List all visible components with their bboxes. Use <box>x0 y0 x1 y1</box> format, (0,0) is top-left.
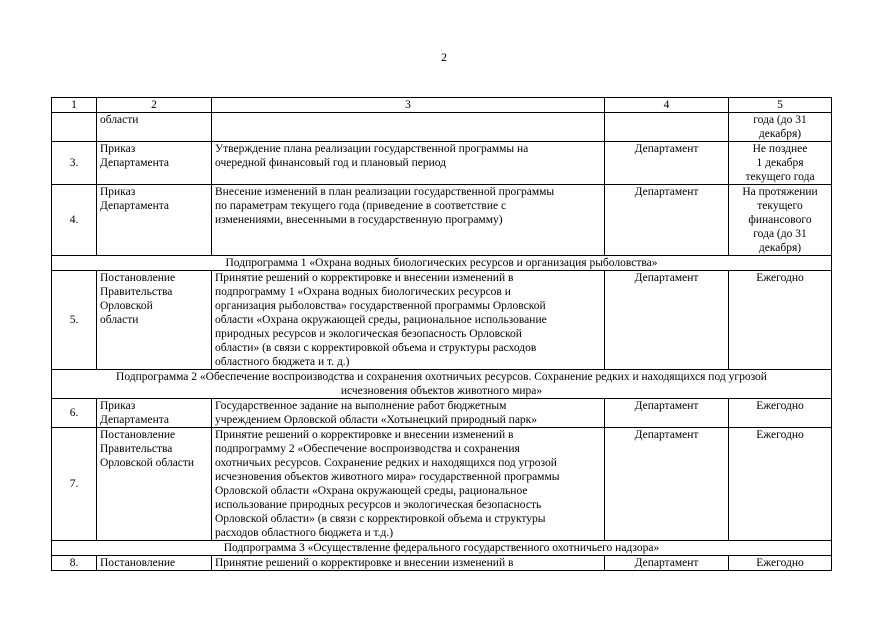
act-type-cell: Приказ Департамента <box>97 399 212 428</box>
subprogram-heading: Подпрограмма 3 «Осуществление федерального государственного охотничьего надзора» <box>52 541 832 556</box>
deadline-cell: Ежегодно <box>729 271 832 370</box>
act-type-cell: Постановление <box>97 556 212 571</box>
row-number-cell: 4. <box>52 185 97 256</box>
executor-cell: Департамент <box>605 271 729 370</box>
row-number-cell: 5. <box>52 271 97 370</box>
description-cell: Принятие решений о корректировке и внесении изменений в подпрограмму 2 «Обеспечение воспроизводства и сохранения охотничьих ресурсов. Сохранение редких и находящихся под угрозой исчезновения объектов животного мира» государственной программы Орловской области «Охрана окружающей среды, рациональное использование природных ресурсов и экологическая безопасность Орловской области» (в связи с корректировкой объема и структуры расходов областного бюджета и т.д.) <box>212 428 605 541</box>
row-number-cell: 3. <box>52 142 97 185</box>
header-cell: 4 <box>605 98 729 113</box>
page-number: 2 <box>441 50 447 64</box>
deadline-cell: Ежегодно <box>729 556 832 571</box>
header-cell: 5 <box>729 98 832 113</box>
description-cell <box>212 113 605 142</box>
act-type-cell: Постановление Правительства Орловской области <box>97 428 212 541</box>
table-row <box>52 271 832 370</box>
description-cell: Принятие решений о корректировке и внесении изменений в <box>212 556 605 571</box>
act-type-cell: Приказ Департамента <box>97 142 212 185</box>
table-row <box>52 556 832 571</box>
subprogram-heading-row <box>52 370 832 399</box>
description-cell: Внесение изменений в план реализации государственной программы по параметрам текущего года (приведение в соответствие с изменениями, внесенными в государственную программу) <box>212 185 605 256</box>
deadline-cell: На протяжении текущего финансового года (до 31 декабря) <box>729 185 832 256</box>
description-cell: Утверждение плана реализации государственной программы на очередной финансовый год и плановый период <box>212 142 605 185</box>
table-row <box>52 428 832 541</box>
header-cell: 1 <box>52 98 97 113</box>
subprogram-heading-row <box>52 256 832 271</box>
table-body <box>52 98 832 571</box>
row-number-cell: 7. <box>52 428 97 541</box>
header-cell: 2 <box>97 98 212 113</box>
executor-cell: Департамент <box>605 399 729 428</box>
subprogram-heading: Подпрограмма 1 «Охрана водных биологических ресурсов и организация рыболовства» <box>52 256 832 271</box>
executor-cell: Департамент <box>605 556 729 571</box>
row-number-cell <box>52 113 97 142</box>
subprogram-heading-row <box>52 541 832 556</box>
act-type-cell: Приказ Департамента <box>97 185 212 256</box>
act-type-cell: области <box>97 113 212 142</box>
table-row <box>52 113 832 142</box>
row-number-cell: 8. <box>52 556 97 571</box>
executor-cell: Департамент <box>605 185 729 256</box>
plan-table <box>51 97 832 571</box>
description-cell: Государственное задание на выполнение работ бюджетным учреждением Орловской области «Хотынецкий природный парк» <box>212 399 605 428</box>
row-number-cell: 6. <box>52 399 97 428</box>
executor-cell: Департамент <box>605 142 729 185</box>
executor-cell: Департамент <box>605 428 729 541</box>
deadline-cell: года (до 31 декабря) <box>729 113 832 142</box>
deadline-cell: Ежегодно <box>729 399 832 428</box>
table-row <box>52 142 832 185</box>
header-cell: 3 <box>212 98 605 113</box>
header-row <box>52 98 832 113</box>
act-type-cell: Постановление Правительства Орловской области <box>97 271 212 370</box>
deadline-cell: Не позднее 1 декабря текущего года <box>729 142 832 185</box>
subprogram-heading: Подпрограмма 2 «Обеспечение воспроизводства и сохранения охотничьих ресурсов. Сохранение редких и находящихся под угрозой исчезновения объектов животного мира» <box>52 370 832 399</box>
executor-cell <box>605 113 729 142</box>
deadline-cell: Ежегодно <box>729 428 832 541</box>
table-row <box>52 185 832 256</box>
table-row <box>52 399 832 428</box>
description-cell: Принятие решений о корректировке и внесении изменений в подпрограмму 1 «Охрана водных биологических ресурсов и организация рыболовства» государственной программы Орловской области «Охрана окружающей среды, рациональное использование природных ресурсов и экологическая безопасность Орловской области» (в связи с корректировкой объема и структуры расходов областного бюджета и т. д.) <box>212 271 605 370</box>
